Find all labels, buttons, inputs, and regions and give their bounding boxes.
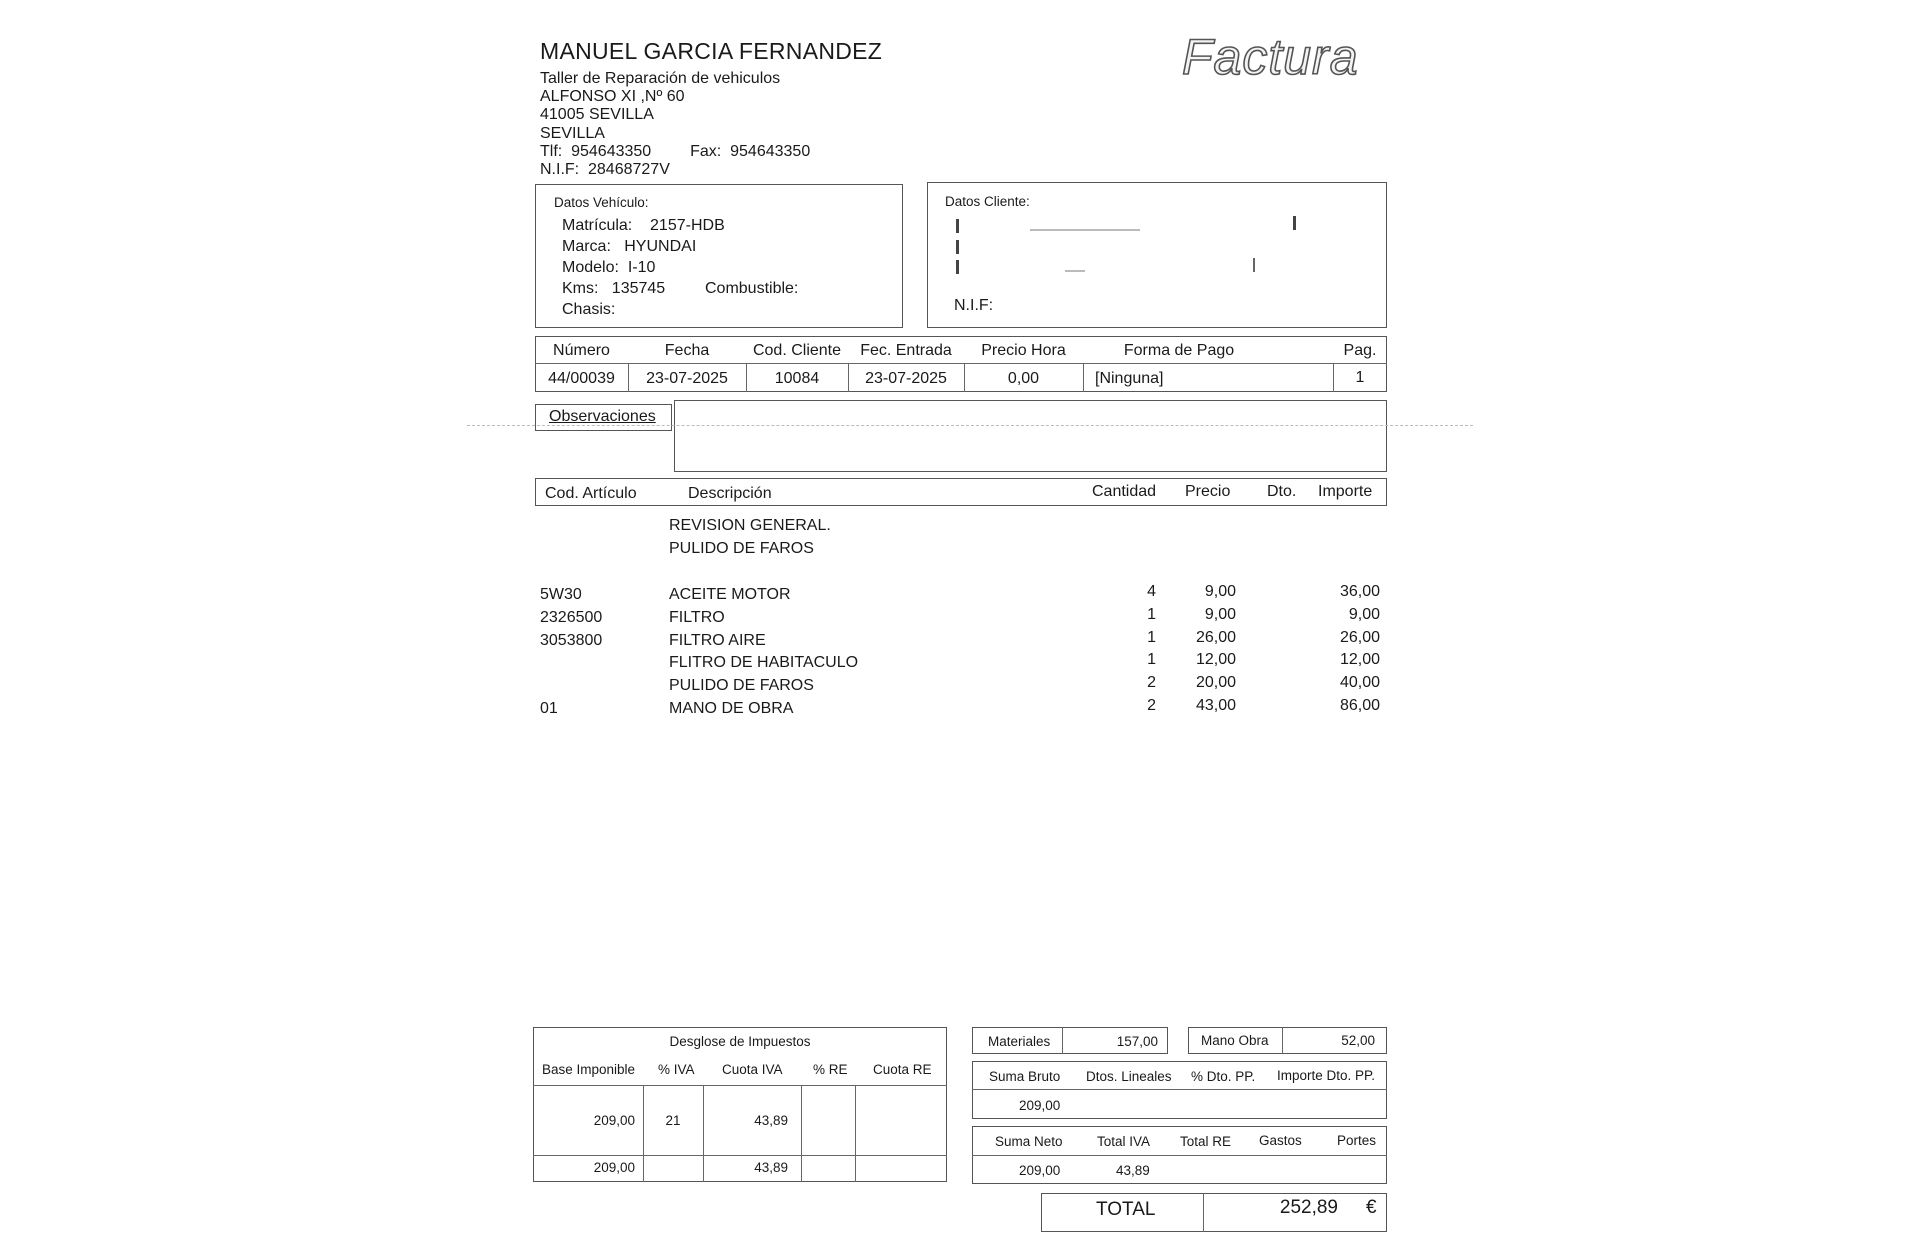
item-note: PULIDO DE FAROS <box>669 540 814 557</box>
kms-value: 135745 <box>611 280 666 297</box>
row-code: 5W30 <box>540 586 582 603</box>
divider <box>972 1155 1387 1156</box>
divider <box>801 1085 802 1182</box>
tax-base: 209,00 <box>593 1113 635 1128</box>
info-value-entry-date: 23-07-2025 <box>865 370 947 387</box>
info-header-hour-price: Precio Hora <box>981 342 1066 359</box>
gross-header-line-disc: Dtos. Lineales <box>1086 1069 1172 1084</box>
redacted-mark <box>1030 229 1140 231</box>
row-qty: 1 <box>1147 651 1156 668</box>
table-row <box>0 583 1920 608</box>
col-qty: Cantidad <box>1092 483 1157 500</box>
col-discount: Dto. <box>1267 483 1297 500</box>
info-value-payment: [Ninguna] <box>1095 370 1164 387</box>
row-code: 2326500 <box>540 609 603 626</box>
row-amount: 36,00 <box>1339 583 1380 600</box>
info-header-payment: Forma de Pago <box>1123 342 1235 359</box>
row-price: 20,00 <box>1195 674 1236 691</box>
tax-header-re-pct: % RE <box>813 1062 848 1077</box>
net-header-expenses: Gastos <box>1259 1133 1302 1148</box>
row-price: 9,00 <box>1204 583 1236 600</box>
tax-header-base: Base Imponible <box>542 1062 636 1077</box>
gross-header-sum: Suma Bruto <box>989 1069 1061 1084</box>
company-name: MANUEL GARCIA FERNANDEZ <box>540 38 883 64</box>
divider <box>533 1155 947 1156</box>
row-amount: 86,00 <box>1339 697 1380 714</box>
row-price: 26,00 <box>1195 629 1236 646</box>
info-value-hour-price: 0,00 <box>1007 370 1040 387</box>
info-header-number: Número <box>553 342 610 359</box>
divider <box>1203 1193 1204 1232</box>
plate-value: 2157-HDB <box>650 217 725 234</box>
vehicle-title: Datos Vehículo: <box>554 195 649 210</box>
document-title: Factura <box>1182 29 1359 85</box>
info-header-client-code: Cod. Cliente <box>752 342 842 359</box>
gross-value: 209,00 <box>1019 1098 1061 1113</box>
tax-header-iva-pct: % IVA <box>658 1062 695 1077</box>
info-header-entry-date: Fec. Entrada <box>860 342 952 359</box>
net-header-shipping: Portes <box>1337 1133 1377 1148</box>
net-header-iva: Total IVA <box>1097 1134 1151 1149</box>
row-description: FILTRO AIRE <box>669 632 766 649</box>
company-nif-line <box>540 161 670 179</box>
brand-value: HYUNDAI <box>624 238 697 255</box>
table-row <box>0 651 1920 676</box>
company-nif-label: N.I.F: <box>540 161 580 178</box>
vehicle-brand-line <box>562 238 696 256</box>
redacted-mark <box>956 260 959 274</box>
fax-label: Fax: <box>690 143 722 160</box>
row-price: 12,00 <box>1195 651 1236 668</box>
divider <box>1062 1027 1063 1054</box>
col-amount: Importe <box>1318 483 1373 500</box>
divider <box>855 1085 856 1182</box>
row-qty: 1 <box>1147 629 1156 646</box>
company-nif: 28468727V <box>588 161 670 178</box>
row-amount: 26,00 <box>1339 629 1380 646</box>
fuel-label: Combustible: <box>705 280 799 297</box>
divider <box>1282 1027 1283 1054</box>
labor-value: 52,00 <box>1341 1033 1375 1048</box>
tax-breakdown-box <box>533 1027 947 1182</box>
divider <box>535 363 1387 364</box>
company-activity: Taller de Reparación de vehiculos <box>540 70 781 87</box>
plate-label: Matrícula: <box>562 217 633 234</box>
row-amount: 40,00 <box>1339 674 1380 691</box>
row-price: 43,00 <box>1195 697 1236 714</box>
currency-symbol: € <box>1366 1197 1377 1218</box>
fax-value: 954643350 <box>730 143 811 160</box>
kms-label: Kms: <box>562 280 599 297</box>
redacted-mark <box>1253 258 1255 272</box>
vehicle-model-line <box>562 259 655 277</box>
divider <box>1083 363 1084 392</box>
table-row <box>0 674 1920 699</box>
total-value: 252,89 <box>1279 1197 1338 1218</box>
tax-total-base: 209,00 <box>593 1160 635 1175</box>
divider <box>643 1085 644 1182</box>
col-code: Cod. Artículo <box>545 485 637 502</box>
materials-value: 157,00 <box>1116 1034 1158 1049</box>
row-description: ACEITE MOTOR <box>669 586 791 603</box>
total-label: TOTAL <box>1096 1199 1156 1220</box>
net-header-sum: Suma Neto <box>995 1134 1063 1149</box>
redacted-mark <box>956 219 959 233</box>
labor-label: Mano Obra <box>1201 1033 1269 1048</box>
observations-box <box>674 400 1387 472</box>
net-header-re: Total RE <box>1180 1134 1232 1149</box>
row-amount: 12,00 <box>1339 651 1380 668</box>
info-value-client-code: 10084 <box>774 370 820 387</box>
item-note: REVISION GENERAL. <box>669 517 831 534</box>
client-title: Datos Cliente: <box>945 194 1030 209</box>
table-row <box>0 629 1920 654</box>
row-code: 01 <box>540 700 558 717</box>
chassis-label: Chasis: <box>562 301 616 318</box>
tax-header-re-amount: Cuota RE <box>873 1062 932 1077</box>
brand-label: Marca: <box>562 238 611 255</box>
row-description: FILTRO <box>669 609 725 626</box>
tax-iva-amount: 43,89 <box>754 1113 788 1128</box>
gross-header-pp-pct: % Dto. PP. <box>1191 1069 1256 1084</box>
tax-header-iva-amount: Cuota IVA <box>722 1062 783 1077</box>
info-value-page: 1 <box>1355 369 1365 386</box>
row-description: PULIDO DE FAROS <box>669 677 814 694</box>
row-qty: 2 <box>1147 697 1156 714</box>
company-province: SEVILLA <box>540 125 605 142</box>
redacted-mark <box>1065 270 1085 272</box>
row-description: FLITRO DE HABITACULO <box>669 654 859 671</box>
observations-label: Observaciones <box>549 408 656 425</box>
vehicle-plate-line <box>562 217 725 235</box>
row-code: 3053800 <box>540 632 603 649</box>
net-value-iva: 43,89 <box>1116 1163 1150 1178</box>
row-price: 9,00 <box>1204 606 1236 623</box>
client-nif-label: N.I.F: <box>954 297 994 314</box>
materials-label: Materiales <box>988 1034 1051 1049</box>
model-label: Modelo: <box>562 259 619 276</box>
company-address: ALFONSO XI ,Nº 60 <box>540 88 685 105</box>
redacted-mark <box>1293 216 1296 230</box>
scan-fold-line <box>467 425 1473 426</box>
table-row <box>0 697 1920 722</box>
row-description: MANO DE OBRA <box>669 700 794 717</box>
model-value: I-10 <box>627 259 656 276</box>
row-amount: 9,00 <box>1348 606 1380 623</box>
tax-title: Desglose de Impuestos <box>669 1034 811 1049</box>
info-header-date: Fecha <box>664 342 710 359</box>
vehicle-kms-line <box>562 280 665 298</box>
company-postal-city: 41005 SEVILLA <box>540 106 654 123</box>
phone-label: Tlf: <box>540 143 563 160</box>
info-value-number: 44/00039 <box>548 370 615 387</box>
net-value-sum: 209,00 <box>1019 1163 1061 1178</box>
divider <box>972 1089 1387 1090</box>
phone-value: 954643350 <box>571 143 652 160</box>
row-qty: 4 <box>1147 583 1156 600</box>
items-header-bar <box>535 478 1387 506</box>
col-price: Precio <box>1185 483 1231 500</box>
tax-iva-pct: 21 <box>665 1113 681 1128</box>
info-value-date: 23-07-2025 <box>646 370 728 387</box>
row-qty: 2 <box>1147 674 1156 691</box>
company-phone-line <box>540 143 810 161</box>
gross-header-pp-amount: Importe Dto. PP. <box>1277 1068 1376 1083</box>
info-header-page: Pag. <box>1343 342 1377 359</box>
tax-total-iva: 43,89 <box>754 1160 788 1175</box>
redacted-mark <box>956 240 959 254</box>
col-description: Descripción <box>688 485 772 502</box>
divider <box>703 1085 704 1182</box>
divider <box>533 1085 947 1086</box>
row-qty: 1 <box>1147 606 1156 623</box>
table-row <box>0 606 1920 631</box>
